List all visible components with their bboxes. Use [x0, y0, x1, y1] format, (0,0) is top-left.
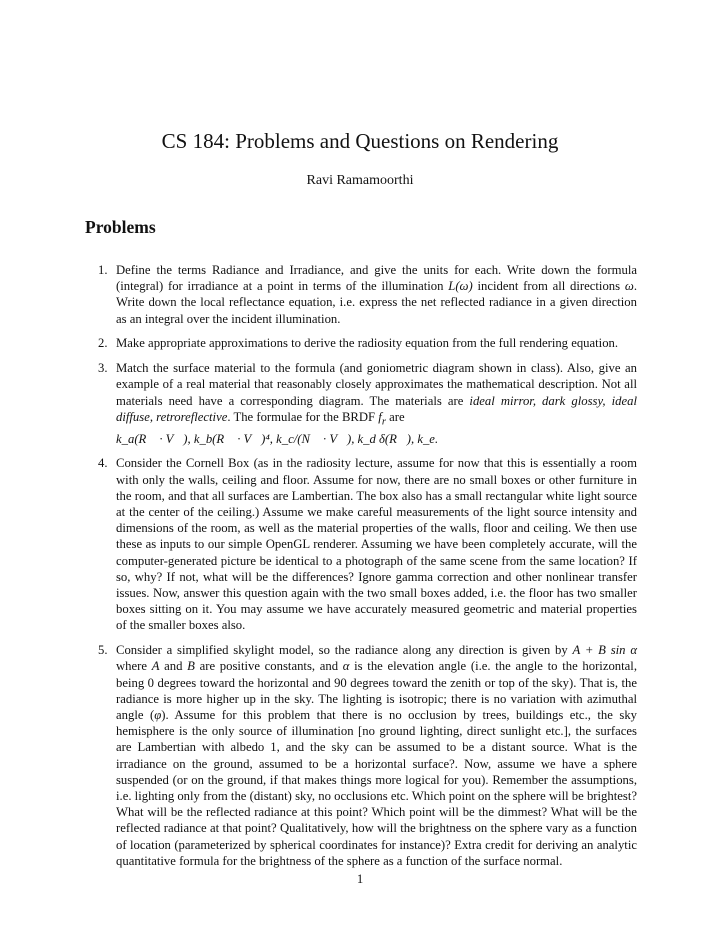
author-name: Ravi Ramamoorthi	[306, 173, 414, 188]
text-run: Make appropriate approximations to derive the radiosity equation from the full rendering equation.	[116, 336, 619, 351]
math-alpha: α	[342, 659, 350, 674]
math-a: A	[151, 659, 160, 674]
text-run: are positive constants, and	[194, 659, 343, 674]
math-omega: ω	[624, 279, 634, 294]
math-b: B	[187, 659, 195, 674]
text-run: and	[159, 659, 188, 674]
math-brdf	[378, 409, 386, 428]
text-run: Consider the Cornell Box (as in the radiosity lecture, assume for now that this is essentially a room with only the walls, ceiling and floor. Assume for now, there are no small boxes or other furniture in the room, and that all surfaces are Lambertian. The box also has a small rectangular white light source at the center of the ceiling.) Assume we make careful measurements of the light source intensity and dimensions of the room, as well as the material properties of the walls, floor and ceiling. We then use these as inputs to our simple OpenGL renderer. Assuming we have been completely accurate, will the computer-generated picture be identical to a photograph of the same scene from the same location? If so, why? If not, what will be the differences? Ignore gamma correction and other nonlinear transfer issues. Now, answer this question again with the two small boxes added, i.e. the floor has two smaller boxes sitting on it. You may assume we have accurately measured geometric and material properties of the smaller boxes also.	[116, 456, 637, 633]
text-run: is the elevation angle (i.e. the angle to the horizontal, being 0 degrees toward the horizontal and 90 degrees toward the zenith or top of the sky). That is, the radiance is more higher up in the sky. The lighting is isotropic; there is no variation with azimuthal angle (	[116, 659, 637, 722]
problem-item	[0, 360, 637, 447]
math-f: f	[378, 409, 382, 424]
text-run: are	[385, 409, 405, 424]
problem-number: 2.	[98, 336, 108, 351]
section-heading-problems: Problems	[85, 217, 156, 237]
problem-item	[0, 642, 637, 869]
problem-number: 4.	[98, 456, 108, 471]
page-number: 1	[356, 872, 364, 886]
brdf-formula-list: k_a(R⃗ · V⃗), k_b(R⃗ · V⃗)⁴, k_c/(N⃗ · V⃗), k_d δ(R⃗), k_e.	[116, 431, 439, 446]
problem-item	[0, 335, 637, 351]
text-run: incident from all directions	[472, 279, 625, 294]
problem-number: 5.	[98, 643, 108, 658]
math-skylight-radiance: A + B sin α	[572, 643, 637, 658]
math-illumination: L(ω)	[448, 279, 473, 294]
text-run: Match the surface material to the formula (and goniometric diagram shown in class). Also, give an example of a real material that reasonably closely approximates the mathematical description. Not all materials need have a corresponding diagram. The materials are	[116, 361, 637, 408]
math-subscript-r: r	[381, 416, 386, 428]
text-run: where	[116, 659, 152, 674]
problem-number: 1.	[98, 263, 108, 277]
text-run: . Write down the local reflectance equation, i.e. express the net reflected radiance in a given direction as an integral over the incident illumination.	[116, 279, 637, 326]
problem-item	[0, 262, 637, 327]
text-run: Consider a simplified skylight model, so the radiance along any direction is given by	[116, 643, 573, 658]
problem-item	[0, 455, 637, 633]
problem-number: 3.	[98, 361, 108, 376]
page-title: CS 184: Problems and Questions on Rendering	[161, 129, 559, 153]
problem-text	[116, 456, 637, 632]
material-list: ideal mirror, dark glossy, ideal diffuse, retroreflective	[116, 393, 637, 424]
problem-text	[116, 361, 637, 447]
problem-text	[116, 643, 637, 868]
problem-list	[0, 262, 720, 878]
text-run: Define the terms Radiance and Irradiance, and give the units for each. Write down the formula (integral) for irradiance at a point in terms of the illumination	[116, 263, 637, 294]
problem-text	[116, 263, 637, 326]
text-run: ). Assume for this problem that there is no occlusion by trees, buildings etc., the sky hemisphere is the only source of illumination [no ground lighting, direct sunlight etc.], the surfaces are Lambertian with albedo 1, and the sky can be assumed to be a distant source. What is the irradiance on the ground, assumed to be a horizontal surface?. Now, assume we have a sphere suspended (or on the ground, if that makes things more logical for you). Remember the assumptions, i.e. lighting only from the (distant) sky, no occlusions etc. Which point on the sphere will be brightest? What will be the reflected radiance at this point? Which point will be the dimmest? What will be the reflected radiance at that point? Qualitatively, how will the brightness on the sphere vary as a function of location (parameterized by spherical coordinates for instance)? Extra credit for deriving an analytic quantitative formula for the brightness of the sphere as a function of the surface normal.	[116, 707, 638, 868]
text-run: . The formulae for the BRDF	[227, 409, 379, 424]
math-phi: φ	[154, 707, 162, 722]
problem-text	[116, 336, 618, 350]
